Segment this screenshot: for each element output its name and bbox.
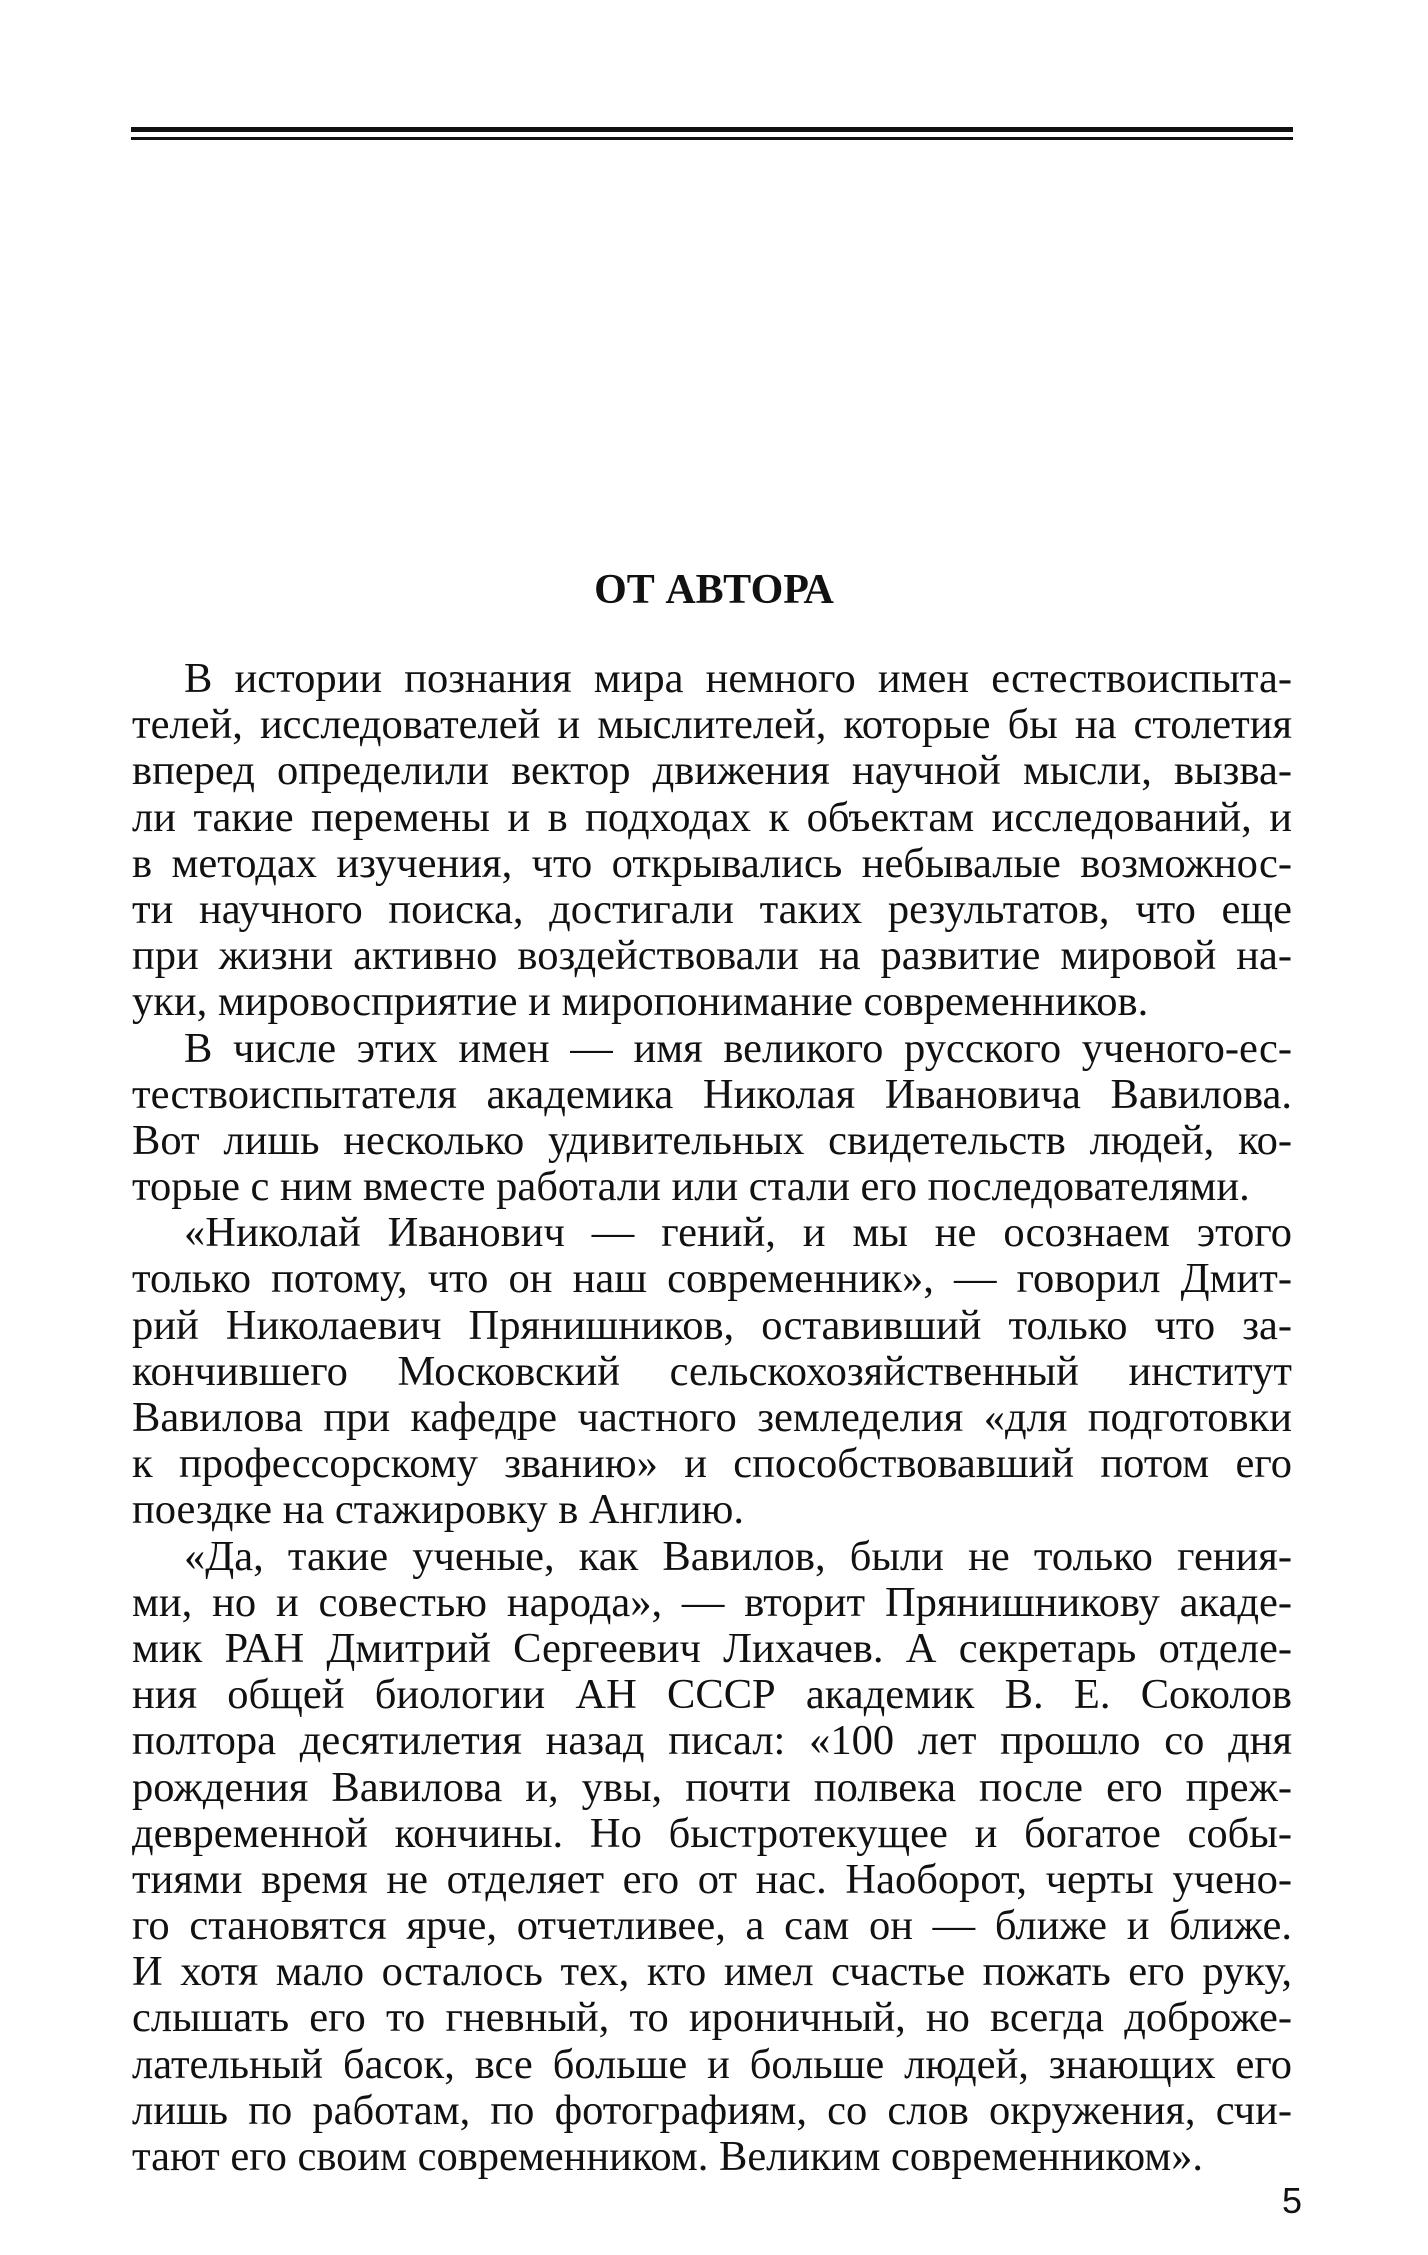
text-line: В истории познания мира немного имен естествоиспыта- (184, 655, 1292, 702)
text-line: телей, исследователей и мыслителей, которые бы на столетия (132, 701, 1292, 749)
text-line: тествоиспытателя академика Николая Ивановича Вавилова. (132, 1070, 1292, 1118)
text-line: го становятся ярче, отчетливее, а сам он — ближе и ближе. (132, 1902, 1292, 1950)
text-line: поездке на стажировку в Англию. (132, 1486, 744, 1534)
text-line: торые с ним вместе работали или стали его последователями. (132, 1163, 1250, 1211)
chapter-title: ОТ АВТОРА (594, 567, 834, 613)
text-line: рождения Вавилова и, увы, почти полвека после его преж- (132, 1763, 1292, 1811)
text-line: кончившего Московский сельскохозяйственный институт (132, 1347, 1292, 1395)
text-line: при жизни активно воздействовали на развитие мировой на- (132, 932, 1292, 980)
text-line: лишь по работам, по фотографиям, со слов окружения, счи- (132, 2086, 1292, 2134)
text-line: полтора десятилетия назад писал: «100 лет прошло со дня (132, 1717, 1292, 1765)
text-line: ми, но и совестью народа», — вторит Прянишникову акаде- (132, 1578, 1292, 1626)
body-text (132, 656, 1292, 2180)
text-line: ли такие перемены и в подходах к объектам исследований, и (132, 793, 1292, 841)
text-line: ти научного поиска, достигали таких результатов, что еще (132, 885, 1292, 933)
header-rule-thick (131, 127, 1293, 132)
text-line: в методах изучения, что открывались небывалые возможнос- (132, 839, 1292, 887)
text-line: Вот лишь несколько удивительных свидетельств людей, ко- (132, 1116, 1292, 1164)
text-line: вперед определили вектор движения научной мысли, вызва- (132, 747, 1292, 795)
text-line: лательный басок, все больше и больше людей, знающих его (132, 2040, 1292, 2088)
text-line: тиями время не отделяет его от нас. Наоборот, черты учено- (132, 1855, 1292, 1903)
text-line: В числе этих имен — имя великого русского ученого-ес- (184, 1024, 1292, 1072)
paragraph-2 (132, 1026, 1292, 1211)
paragraph-4 (132, 1534, 1292, 2181)
text-line: Вавилова при кафедре частного земледелия «для подготовки (132, 1394, 1292, 1441)
text-line: И хотя мало осталось тех, кто имел счастье пожать его руку, (132, 1948, 1292, 1996)
text-line: только потому, что он наш современник», — говорил Дмит- (132, 1255, 1292, 1303)
header-rule-thin (131, 137, 1293, 140)
text-line: девременной кончины. Но быстротекущее и богатое собы- (132, 1809, 1292, 1857)
paragraph-3 (132, 1210, 1292, 1533)
paragraph-1 (132, 656, 1292, 1026)
text-line: «Да, такие ученые, как Вавилов, были не только гения- (184, 1532, 1292, 1580)
text-line: ния общей биологии АН СССР академик В. Е. Соколов (132, 1671, 1292, 1719)
text-line: слышать его то гневный, то ироничный, но всегда доброже- (132, 1994, 1292, 2042)
text-line: рий Николаевич Прянишников, оставивший только что за- (132, 1301, 1292, 1349)
text-line: уки, мировосприятие и миропонимание современников. (132, 978, 1149, 1026)
text-line: мик РАН Дмитрий Сергеевич Лихачев. А секретарь отделе- (132, 1624, 1292, 1672)
page-number: 5 (1281, 2180, 1302, 2221)
text-line: тают его своим современником. Великим современником». (132, 2133, 1204, 2180)
text-line: «Николай Иванович — гений, и мы не осознаем этого (184, 1209, 1292, 1257)
text-line: к профессорскому званию» и способствовавший потом его (132, 1440, 1292, 1488)
